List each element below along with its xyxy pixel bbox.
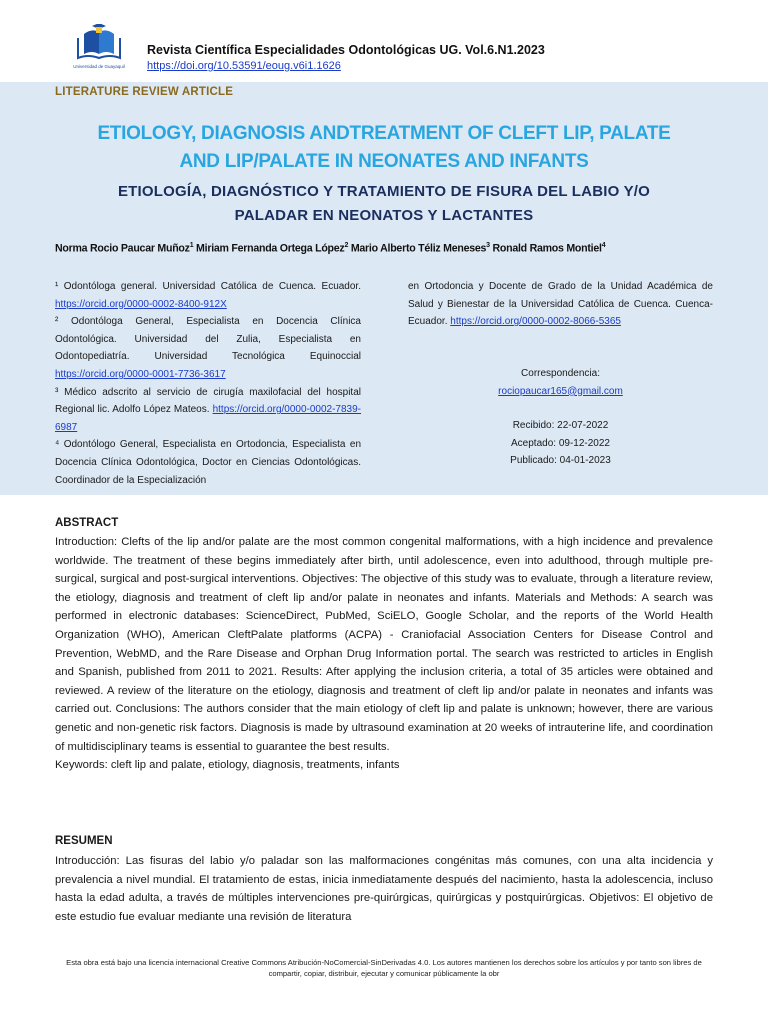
doi-link[interactable]: https://doi.org/10.53591/eoug.v6i1.1626 (147, 60, 341, 72)
orcid-link-4[interactable]: https://orcid.org/0000-0002-8066-5365 (450, 316, 621, 328)
correspondence-label: Correspondencia: (521, 368, 600, 379)
resumen-body (55, 852, 713, 926)
page-header (0, 0, 768, 85)
orcid-link-1[interactable]: https://orcid.org/0000-0002-8400-912X (55, 298, 227, 310)
author-name: Norma Rocio Paucar Muñoz (55, 242, 190, 255)
author-name: Miriam Fernanda Ortega López (196, 242, 345, 255)
author-sup: 1 (189, 242, 194, 249)
abstract-keywords: Keywords: cleft lip and palate, etiology, diagnosis, treatments, infants (55, 759, 400, 772)
title-english-line-2: AND LIP/PALATE IN NEONATES AND INFANTS (179, 151, 589, 172)
author-sup: 3 (486, 242, 490, 249)
affiliation-2: ² Odontóloga General, Especialista en Docencia Clínica Odontológica. Universidad del Zulia, Especialista en Odontopediatría. Universidad Tecnológica Equinoccial (55, 316, 361, 363)
affiliation-4-continued: en Ortodoncia y Docente de Grado de la Unidad Académica de Salud y Bienestar de la Universidad Católica de Cuenca. Cuenca-Ecuador. (408, 281, 713, 328)
journal-title: Revista Científica Especialidades Odontológicas UG. Vol.6.N1.2023 (147, 43, 545, 57)
resumen-heading: RESUMEN (55, 835, 113, 847)
correspondence (408, 365, 713, 400)
university-logo-icon (70, 24, 128, 74)
title-spanish-line-1: ETIOLOGÍA, DIAGNÓSTICO Y TRATAMIENTO DE FISURA DEL LABIO Y/O (117, 183, 651, 200)
author-sup: 4 (601, 242, 606, 249)
date-accepted: Aceptado: 09-12-2022 (511, 437, 610, 449)
abstract-body (55, 533, 713, 775)
title-english (40, 120, 728, 176)
orcid-link-3[interactable]: https://orcid.org/0000-0002-7839-6987 (55, 404, 362, 433)
affiliations-left (55, 278, 361, 489)
article-type: LITERATURE REVIEW ARTICLE (55, 86, 234, 98)
abstract-heading: ABSTRACT (55, 517, 119, 529)
article-dates (408, 417, 713, 470)
affiliation-3: ³ Médico adscrito al servicio de cirugía maxilofacial del hospital Regional lic. Adolfo López Mateos. (55, 386, 361, 416)
affiliation-4: ⁴ Odontólogo General, Especialista en Ortodoncia, Especialista en Docencia Clínica Odontológica, Doctor en Ciencias Odontológicas. Coordinador de la Especialización (55, 439, 361, 486)
affiliations-right (408, 278, 713, 331)
title-spanish-line-2: PALADAR EN NEONATOS Y LACTANTES (234, 207, 534, 224)
abstract-text: Introduction: Clefts of the lip and/or palate are the most common congenital malformations, with a high incidence and prevalence worldwide. The treatment of these begins immediately after birth, until adolescence, even into adulthood, through multiple pre-surgical, surgical and post-surgical interventions. Objectives: The objective of this study was to evaluate, through a literature review, the etiology, diagnosis and treatment of cleft lip and/or palate in neonates and infants. Materials and Methods: A search was performed in electronic databases: ScienceDirect, PubMed, SciELO, Google Scholar, and the reports of the World Health Organization (WHO), American CleftPalate platforms (ACPA) - Craniofacial Association Centers for Disease Control and Prevention, WebMD, and the Rare Disease and Orphan Drug Information portal. The search was restricted to articles in English and Spanish, published from 2011 to 2021. Results: After applying the inclusion criteria, a total of 35 articles were obtained and reviewed. A review of the literature on the etiology, diagnosis and treatment of cleft lip and/or palate in neonates and infants was carried out. Conclusions: The authors consider that the main etiology of cleft lip and palate is unknown; however, there are various genetic and non-genetic risk factors. Diagnosis is made by ultrasound examination at 20 weeks of intrauterine life, and coordination of multidisciplinary teams is essential to guarantee the best results. (55, 536, 713, 753)
affiliation-1: ¹ Odontóloga general. Universidad Católica de Cuenca. Ecuador. (55, 281, 361, 292)
title-spanish (40, 180, 728, 228)
license-footer: Esta obra está bajo una licencia internacional Creative Commons Atribución-NoComercial-SinDerivadas 4.0. Los autores mantienen los derechos sobre los artículos y por tanto son libres de compartir, copiar, distribuir, ejecutar y comunicar públicamente la obr (66, 958, 702, 978)
author-sup: 2 (344, 242, 349, 249)
date-received: Recibido: 22-07-2022 (512, 420, 609, 431)
orcid-link-2[interactable]: https://orcid.org/0000-0001-7736-3617 (55, 368, 226, 380)
title-english-line-1: ETIOLOGY, DIAGNOSIS ANDTREATMENT OF CLEFT LIP, PALATE (97, 123, 671, 144)
correspondence-email[interactable]: rociopaucar165@gmail.com (498, 385, 623, 397)
author-name: Mario Alberto Téliz Meneses (350, 242, 487, 255)
author-list (55, 242, 720, 255)
date-published: Publicado: 04-01-2023 (510, 455, 611, 467)
resumen-text: Introducción: Las fisuras del labio y/o paladar son las malformaciones congénitas más comunes, con una alta incidencia y prevalencia a nivel mundial. El tratamiento de estas, inicia inmediatamente después del nacimiento, hasta la adolescencia, incluso hasta la edad adulta, a través de múltiples intervenciones pre-quirúrgicas, quirúrgicas y postquirúrgicas. Objetivos: El objetivo de este estudio fue evaluar mediante una revisión de literatura (55, 855, 713, 923)
author-name: Ronald Ramos Montiel (492, 242, 602, 255)
logo-text: Universidad de Guayaquil (73, 64, 125, 69)
